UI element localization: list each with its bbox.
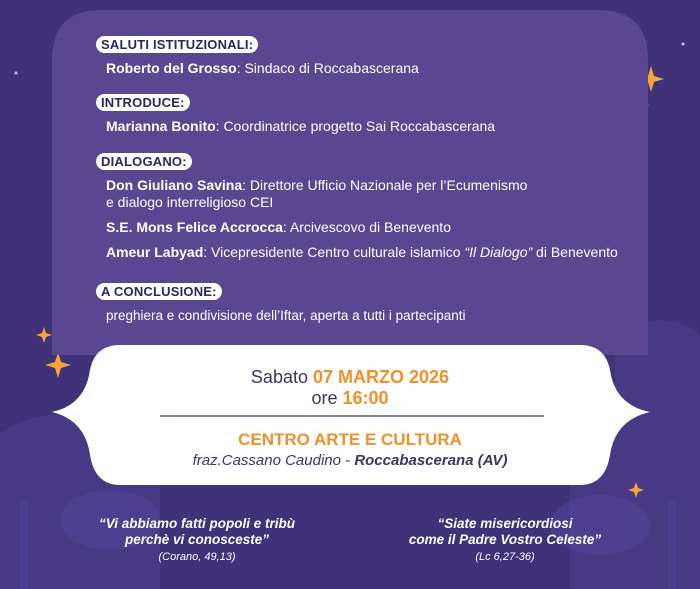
quote-quran	[62, 516, 332, 563]
time-label: ore	[311, 388, 338, 408]
venue-name: CENTRO ARTE E CULTURA	[238, 430, 462, 449]
quote-line: “Vi abbiamo fatti popoli e tribù	[98, 516, 295, 531]
quote-line: perchè vi conosceste”	[124, 532, 270, 547]
speaker-line	[106, 60, 419, 77]
event-time: 16:00	[342, 388, 389, 408]
section-tag: DIALOGANO:	[96, 153, 192, 170]
speaker-role: : Coordinatrice progetto Sai Roccabascerana	[215, 118, 496, 134]
speaker-line	[106, 177, 618, 194]
speaker-line	[106, 118, 495, 135]
quote-source: (Lc 6,27-36)	[475, 551, 535, 563]
organization-name: “Il Dialogo”	[464, 244, 533, 260]
section-saluti	[96, 36, 419, 77]
section-introduce	[96, 94, 495, 135]
speaker-line	[106, 219, 618, 236]
event-date-line	[52, 367, 648, 388]
section-tag: SALUTI ISTITUZIONALI:	[96, 36, 258, 53]
section-conclusione	[96, 283, 465, 324]
place-prefix: fraz.Cassano Caudino -	[192, 452, 355, 469]
speaker-name: Ameur Labyad	[106, 244, 204, 260]
quote-gospel	[370, 516, 640, 563]
speaker-role: : Sindaco di Roccabascerana	[236, 60, 419, 76]
speaker-role: : Arcivescovo di Benevento	[282, 219, 451, 235]
event-date: 07 MARZO 2026	[313, 367, 450, 387]
closing-line: preghiera e condivisione dell’Iftar, aperta a tutti i partecipanti	[106, 308, 466, 323]
speaker-line	[106, 244, 618, 261]
speaker-role: : Vicepresidente Centro culturale islamico	[203, 244, 465, 260]
section-tag: A CONCLUSIONE:	[96, 283, 222, 300]
section-dialogano	[96, 153, 618, 261]
speaker-name: Don Giuliano Savina	[106, 177, 243, 193]
quote-source: (Corano, 49,13)	[158, 551, 236, 563]
section-tag: INTRODUCE:	[96, 94, 190, 111]
speaker-role-continued: e dialogo interreligioso CEI	[106, 194, 274, 210]
place-town: Roccabascerana (AV)	[354, 452, 508, 469]
quote-line: come il Padre Vostro Celeste”	[408, 532, 602, 547]
speaker-name: S.E. Mons Felice Accrocca	[106, 219, 283, 235]
venue-location	[52, 452, 648, 469]
speaker-name: Roberto del Grosso	[106, 60, 237, 76]
speaker-role: : Direttore Ufficio Nazionale per l’Ecumenismo	[242, 177, 528, 193]
speaker-role-tail: di Benevento	[532, 244, 618, 260]
quote-line: “Siate misericordiosi	[437, 516, 573, 531]
day-label: Sabato	[250, 367, 308, 387]
event-time-line	[52, 388, 648, 409]
speaker-name: Marianna Bonito	[106, 118, 216, 134]
